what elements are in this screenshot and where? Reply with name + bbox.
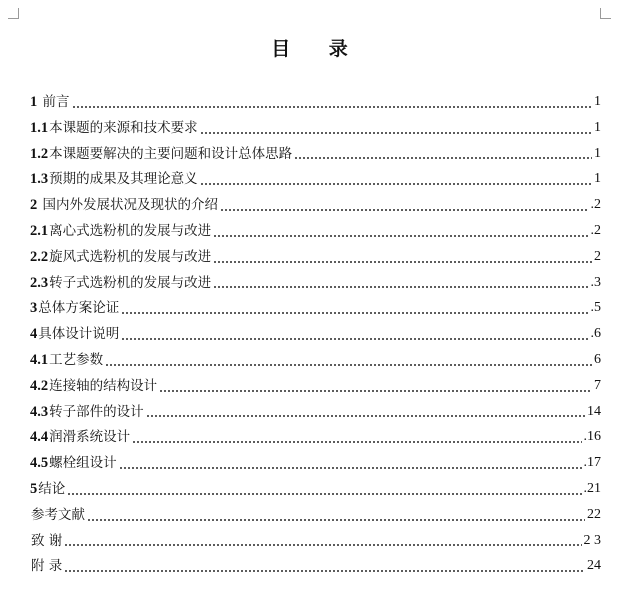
toc-entry-number: 5 bbox=[30, 480, 38, 497]
toc-entry[interactable] bbox=[30, 116, 605, 142]
toc-entry[interactable] bbox=[30, 322, 605, 348]
toc-entry-number: 1.1 bbox=[30, 119, 49, 136]
toc-entry-number: 2.2 bbox=[30, 248, 49, 265]
toc-entry-title: 离心式选粉机的发展与改进 bbox=[49, 222, 212, 239]
dot-leader bbox=[213, 235, 588, 237]
toc-entry-title: 润滑系统设计 bbox=[49, 429, 131, 446]
toc-entry-page: .5 bbox=[590, 300, 601, 316]
toc-entry-title: 致 谢 bbox=[31, 532, 63, 549]
toc-entry-number: 4.1 bbox=[30, 351, 49, 368]
toc-entry-title: 螺栓组设计 bbox=[49, 455, 117, 472]
dot-leader bbox=[64, 570, 585, 572]
toc-entry-page: .2 bbox=[590, 222, 601, 238]
toc-entry[interactable] bbox=[30, 425, 605, 451]
toc-entry[interactable] bbox=[30, 503, 605, 529]
dot-leader bbox=[87, 519, 585, 521]
toc-entry[interactable] bbox=[30, 219, 605, 245]
toc-entry[interactable] bbox=[30, 90, 605, 116]
toc-entry-title: 前言 bbox=[38, 94, 70, 110]
toc-entry-number: 1.2 bbox=[30, 145, 49, 162]
toc-entry[interactable] bbox=[30, 245, 605, 271]
dot-leader bbox=[146, 415, 585, 417]
toc-entry[interactable] bbox=[30, 477, 605, 503]
page-title: 目 录 bbox=[271, 38, 364, 60]
toc-entry[interactable] bbox=[30, 400, 605, 426]
dot-leader bbox=[200, 183, 592, 185]
toc-entry-number: 1.3 bbox=[30, 171, 49, 188]
toc-entry-title: 总体方案论证 bbox=[38, 300, 120, 317]
toc-entry-number: 4 bbox=[30, 326, 38, 343]
toc-entry-page: .2 bbox=[590, 197, 601, 213]
toc-entry-page: 1 bbox=[594, 94, 601, 109]
dot-leader bbox=[121, 338, 588, 340]
dot-leader bbox=[200, 132, 592, 134]
toc-entry-page: .6 bbox=[590, 326, 601, 342]
toc-entry-title: 预期的成果及其理论意义 bbox=[49, 171, 198, 188]
toc-entry-page: .16 bbox=[583, 429, 601, 445]
toc-entry-page: 1 bbox=[594, 119, 601, 135]
toc-entry-title: 旋风式选粉机的发展与改进 bbox=[49, 248, 212, 265]
toc-entry[interactable] bbox=[30, 451, 605, 477]
toc-entry-number: 2 bbox=[30, 197, 38, 214]
toc-entry-page: .21 bbox=[583, 480, 601, 496]
toc-entry-page: 14 bbox=[587, 403, 601, 419]
toc-entry-title: 结论 bbox=[38, 480, 66, 497]
dot-leader bbox=[121, 312, 588, 314]
toc-entry-number: 1 bbox=[30, 94, 38, 110]
toc-entry-title: 转子式选粉机的发展与改进 bbox=[49, 274, 212, 291]
toc-entry-number: 4.3 bbox=[30, 403, 49, 420]
toc-entry-title: 本课题的来源和技术要求 bbox=[49, 119, 198, 136]
dot-leader bbox=[64, 544, 581, 546]
toc-entry-title: 国内外发展状况及现状的介绍 bbox=[38, 197, 219, 214]
dot-leader bbox=[72, 106, 592, 108]
toc-entry-number: 4.5 bbox=[30, 455, 49, 472]
toc-entry-title: 连接轴的结构设计 bbox=[49, 377, 158, 394]
toc-entry[interactable] bbox=[30, 529, 605, 555]
toc-entry[interactable] bbox=[30, 374, 605, 400]
toc-entry-page: 6 bbox=[594, 351, 601, 367]
toc-entry-title: 参考文献 bbox=[31, 506, 85, 523]
dot-leader bbox=[159, 390, 592, 392]
toc-entry-title: 转子部件的设计 bbox=[49, 403, 144, 420]
toc-entry-number: 4.4 bbox=[30, 429, 49, 446]
toc-entry[interactable] bbox=[30, 348, 605, 374]
dot-leader bbox=[119, 467, 582, 469]
toc-entry-page: .3 bbox=[590, 274, 601, 290]
toc-entry-number: 2.1 bbox=[30, 222, 49, 239]
dot-leader bbox=[105, 364, 592, 366]
toc-entry-page: .17 bbox=[583, 455, 601, 471]
toc-entry-title: 工艺参数 bbox=[49, 351, 104, 368]
page-corner-mark-right bbox=[600, 8, 611, 19]
toc-entry-page: 7 bbox=[594, 377, 601, 393]
toc-entry-title: 具体设计说明 bbox=[38, 326, 120, 343]
toc-entry[interactable] bbox=[30, 142, 605, 168]
dot-leader bbox=[294, 157, 592, 159]
toc-entry-page: 1 bbox=[594, 171, 601, 187]
toc-entry-page: 1 bbox=[594, 145, 601, 161]
dot-leader bbox=[213, 286, 588, 288]
dot-leader bbox=[220, 209, 588, 211]
toc-entry[interactable] bbox=[30, 271, 605, 297]
toc-entry-number: 4.2 bbox=[30, 377, 49, 394]
toc-entry-page: 22 bbox=[587, 506, 601, 522]
toc-entry-number: 2.3 bbox=[30, 274, 49, 291]
page-corner-mark-left bbox=[8, 8, 19, 19]
toc-entry-number: 3 bbox=[30, 300, 38, 317]
toc-entry-page: 2 bbox=[594, 248, 601, 264]
toc-entry[interactable] bbox=[30, 296, 605, 322]
toc-entry-page: 24 bbox=[587, 558, 601, 574]
dot-leader bbox=[213, 261, 592, 263]
table-of-contents bbox=[30, 90, 605, 580]
toc-entry-page: 2 3 bbox=[583, 532, 601, 548]
dot-leader bbox=[132, 441, 581, 443]
toc-entry-title: 附 录 bbox=[31, 558, 63, 575]
toc-entry[interactable] bbox=[30, 167, 605, 193]
toc-entry[interactable] bbox=[30, 193, 605, 219]
dot-leader bbox=[67, 493, 581, 495]
toc-entry-title: 本课题要解决的主要问题和设计总体思路 bbox=[49, 145, 293, 162]
toc-entry[interactable] bbox=[30, 554, 605, 580]
